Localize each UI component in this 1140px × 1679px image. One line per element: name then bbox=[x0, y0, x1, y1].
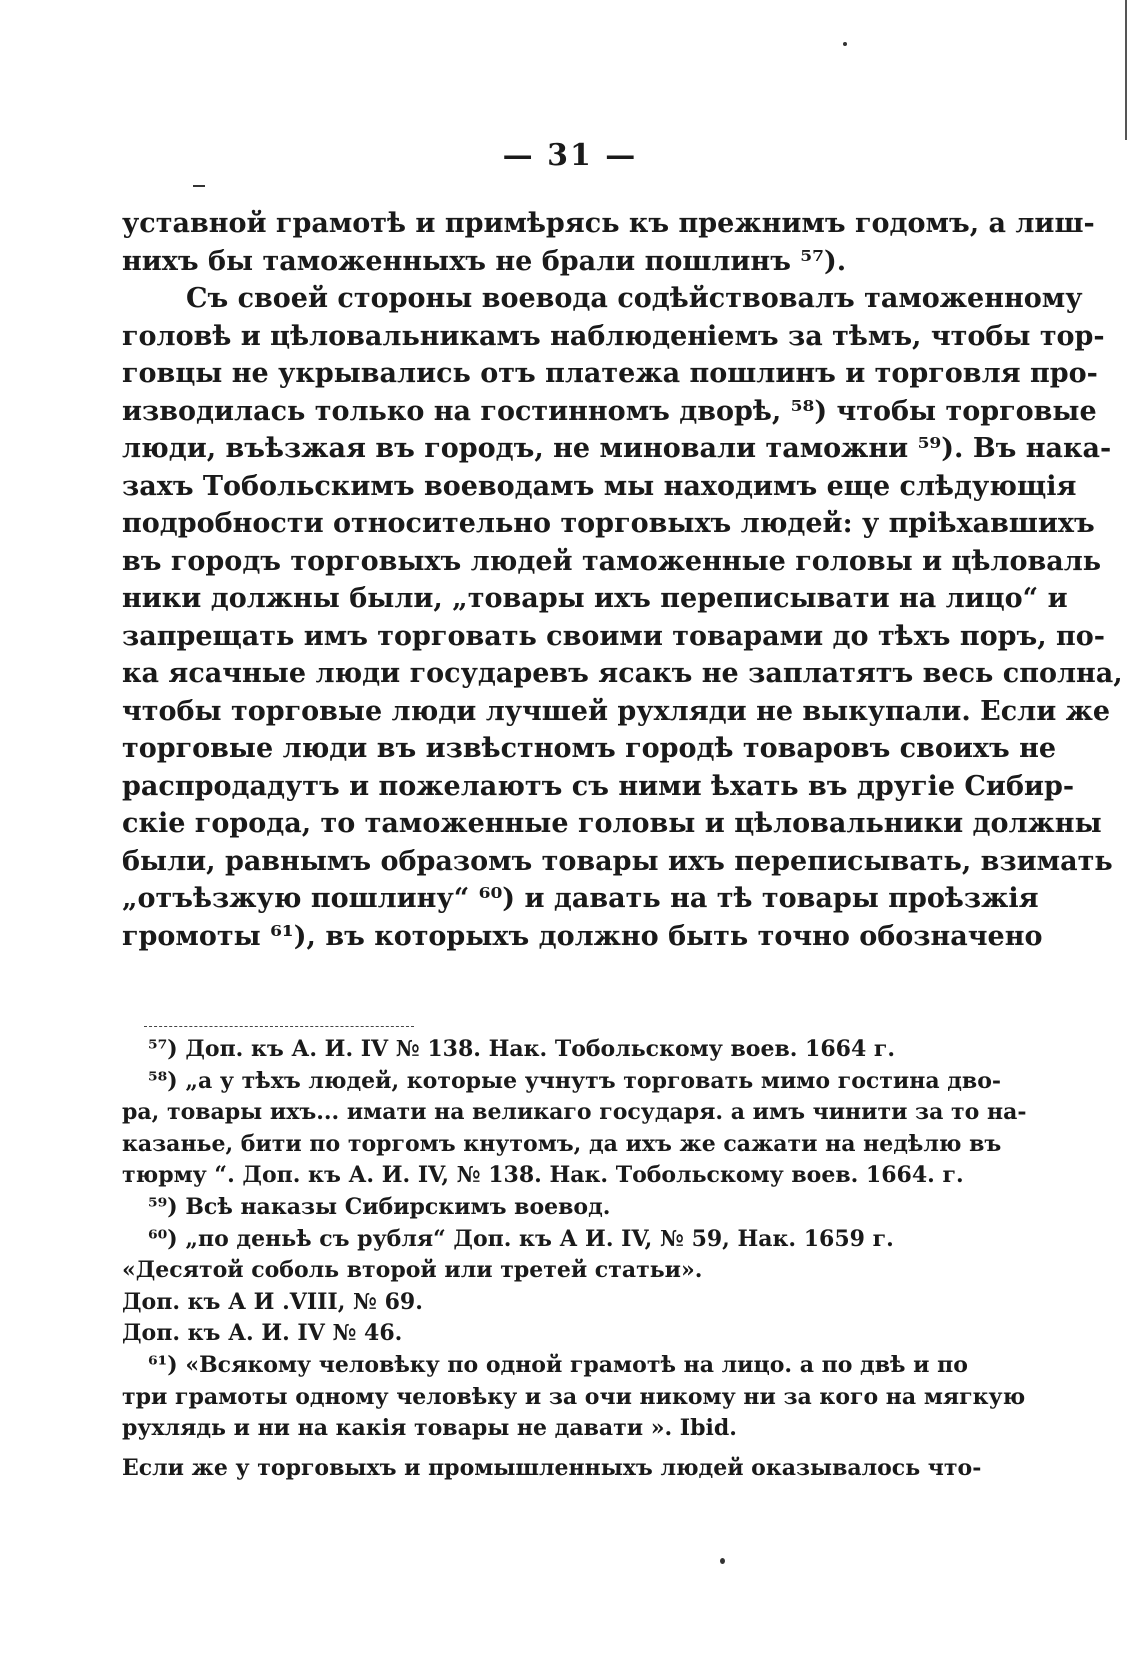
text-line: изводилась только на гостинномъ дворѣ, ⁵⁸) чтобы торговые bbox=[122, 395, 1097, 427]
speck bbox=[843, 42, 847, 46]
footnote-58-cont: казанье, бити по торгомъ кнутомъ, да ихъ же сажати на недѣлю въ bbox=[122, 1130, 1002, 1157]
text-line: въ городъ торговыхъ людей таможенные головы и цѣловаль bbox=[122, 545, 1102, 577]
speck bbox=[193, 185, 205, 187]
footnote-58-cont: ра, товары ихъ... имати на великаго государя. а имъ чинити за то на- bbox=[122, 1099, 1027, 1126]
text-line: запрещать имъ торговать своими товарами до тѣхъ поръ, по- bbox=[122, 620, 1106, 652]
text-line: головѣ и цѣловальникамъ наблюденіемъ за тѣмъ, чтобы тор- bbox=[122, 320, 1105, 352]
footnote-61-cont: рухлядь и ни на какія товары не давати ». Ibid. bbox=[122, 1415, 737, 1442]
text-line: уставной грамотѣ и примѣрясь къ прежнимъ годомъ, а лиш- bbox=[122, 208, 1095, 239]
footnote-58: ⁵⁸) „а у тѣхъ людей, которые учнутъ торговать мимо гостина дво- bbox=[148, 1067, 1002, 1094]
text-line: захъ Тобольскимъ воеводамъ мы находимъ еще слѣдующія bbox=[122, 470, 1077, 502]
footnote-60: ⁶⁰) „по деньѣ съ рубля“ Доп. къ А И. IV, № 59, Нак. 1659 г. bbox=[148, 1225, 894, 1252]
page-number: — 31 — bbox=[502, 138, 638, 173]
text-line: скіе города, то таможенные головы и цѣловальники должны bbox=[122, 808, 1102, 839]
text-line: торговые люди въ извѣстномъ городѣ товаровъ своихъ не bbox=[122, 733, 1057, 764]
footnote-58-cont: тюрму “. Доп. къ А. И. IV, № 138. Нак. Тобольскому воев. 1664. г. bbox=[122, 1162, 964, 1189]
text-line: люди, въѣзжая въ городъ, не миновали таможни ⁵⁹). Въ нака- bbox=[122, 433, 1112, 464]
page-edge-line bbox=[1125, 0, 1127, 140]
footnote-59: ⁵⁹) Всѣ наказы Сибирскимъ воевод. bbox=[148, 1193, 611, 1220]
footnote-60-cont: «Десятой соболь второй или третей статьи». bbox=[122, 1257, 703, 1284]
text-line: „отъѣзжую пошлину“ ⁶⁰) и давать на тѣ товары проѣзжія bbox=[122, 883, 1039, 914]
text-line: говцы не укрывались отъ платежа пошлинъ и торговля про- bbox=[122, 358, 1098, 389]
text-line: были, равнымъ образомъ товары ихъ переписывать, взимать bbox=[122, 845, 1113, 877]
footnote-61-cont: три грамоты одному человѣку и за очи никому ни за кого на мягкую bbox=[122, 1383, 1026, 1410]
main-text bbox=[122, 205, 1123, 955]
footnote-61: ⁶¹) «Всякому человѣку по одной грамотѣ на лицо. а по двѣ и по bbox=[148, 1351, 968, 1378]
text-line: Съ своей стороны воевода содѣйствовалъ таможенному bbox=[186, 283, 1083, 314]
footnote-60-cont: Доп. къ А И .VIII, № 69. bbox=[122, 1288, 423, 1315]
text-line: нихъ бы таможенныхъ не брали пошлинъ ⁵⁷). bbox=[122, 245, 847, 277]
text-line: подробности относительно торговыхъ людей: у пріѣхавшихъ bbox=[122, 508, 1095, 539]
footnote-separator bbox=[144, 1026, 414, 1028]
text-line: чтобы торговые люди лучшей рухляди не выкупали. Если же bbox=[122, 695, 1111, 727]
footnote-60-cont: Доп. къ А. И. IV № 46. bbox=[122, 1320, 403, 1347]
text-line: Если же у торговыхъ и промышленныхъ людей оказывалось что- bbox=[122, 1454, 982, 1481]
speck bbox=[720, 1558, 725, 1564]
text-line: ка ясачные люди государевъ ясакъ не заплатятъ весь сполна, bbox=[122, 658, 1123, 689]
text-line: распродадутъ и пожелаютъ съ ними ѣхать въ другіе Сибир- bbox=[122, 770, 1075, 802]
footnote-57: ⁵⁷) Доп. къ А. И. IV № 138. Нак. Тобольскому воев. 1664 г. bbox=[148, 1036, 896, 1062]
text-line: громоты ⁶¹), въ которыхъ должно быть точно обозначено bbox=[122, 920, 1043, 952]
footnotes bbox=[122, 1034, 1027, 1484]
text-line: ники должны были, „товары ихъ переписывати на лицо“ и bbox=[122, 583, 1068, 614]
